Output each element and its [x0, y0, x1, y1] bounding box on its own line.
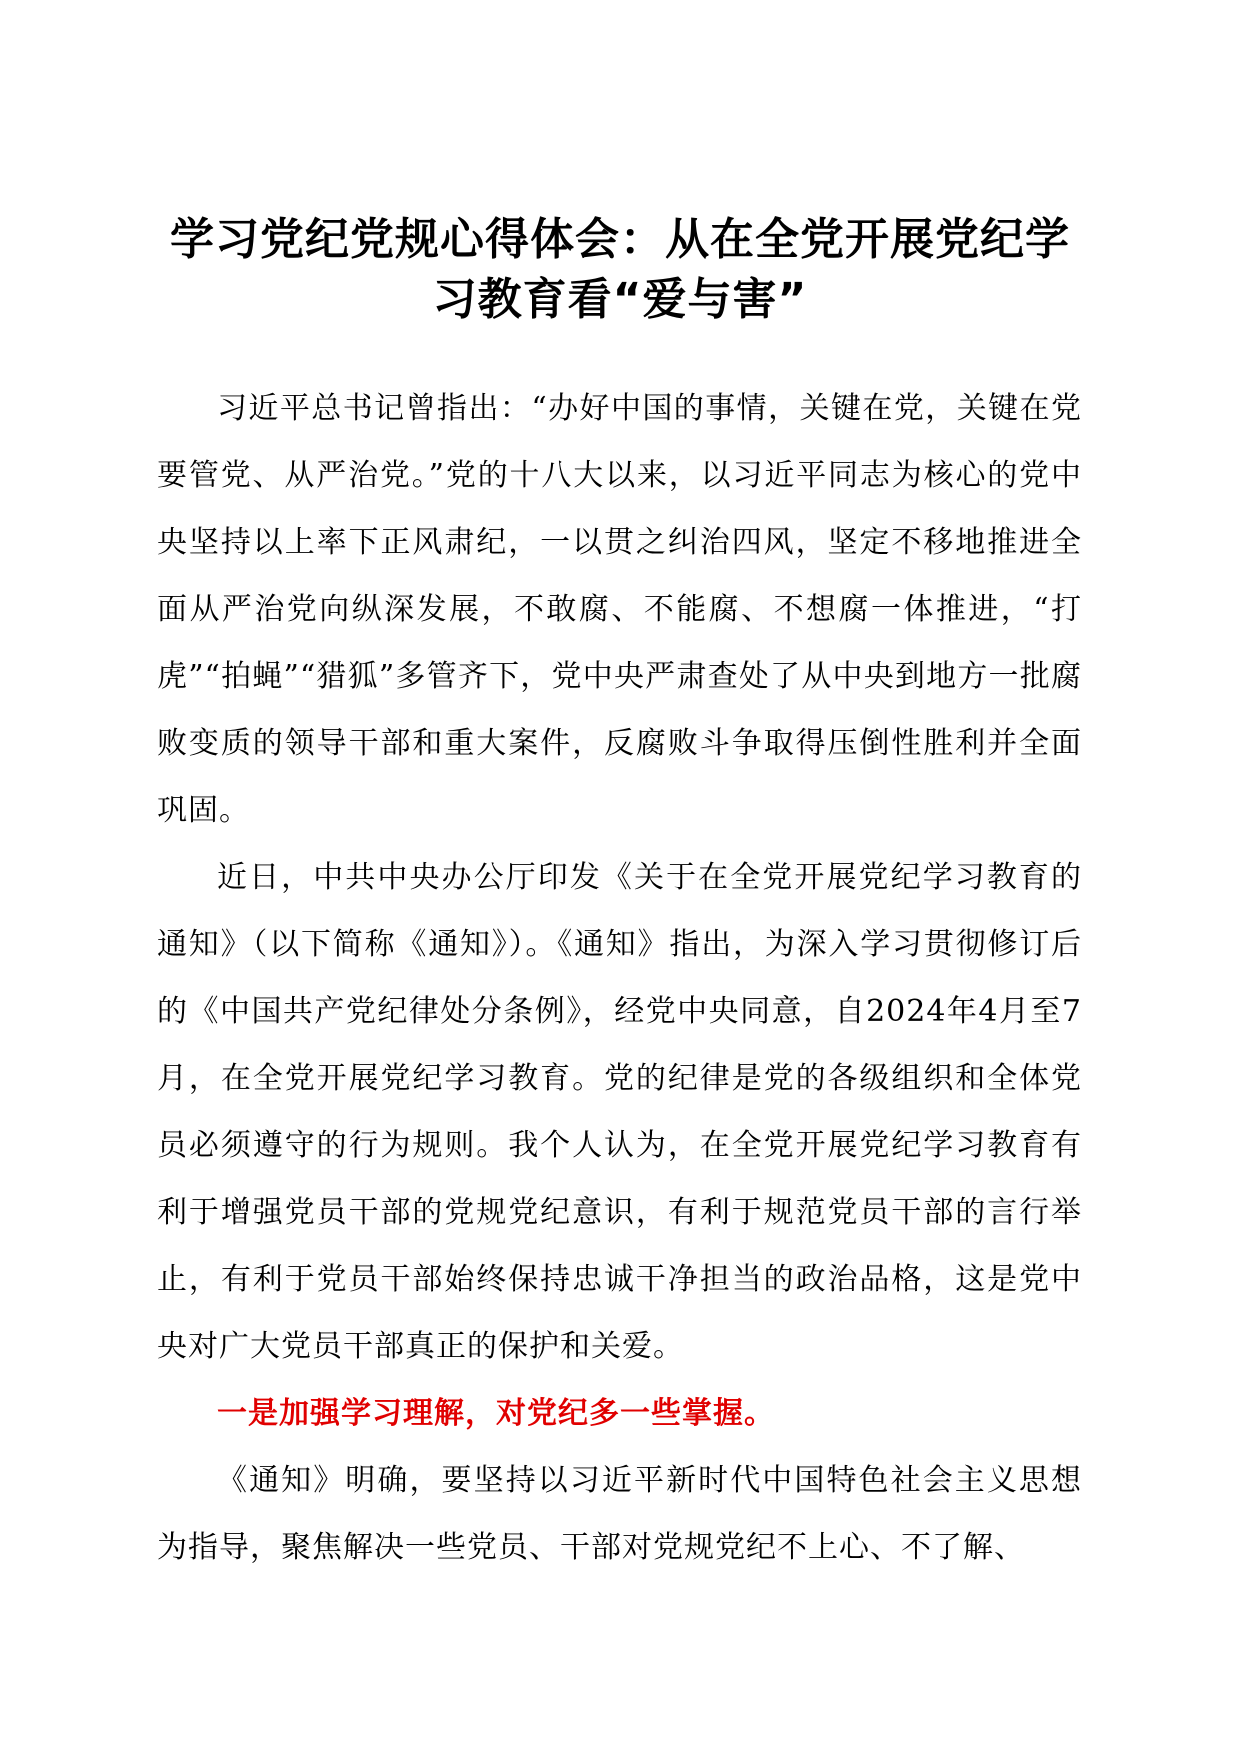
paragraph-3: 《通知》明确，要坚持以习近平新时代中国特色社会主义思想为指导，聚焦解决一些党员、干部对党规党纪不上心、不了解、: [157, 1463, 1082, 1565]
paragraph-2: 近日，中共中央办公厅印发《关于在全党开展党纪学习教育的通知》（以下简称《通知》）。《通知》指出，为深入学习贯彻修订后的《中国共产党纪律处分条例》，经党中央同意，自2024年4月至7月，在全党开展党纪学习教育。党的纪律是党的各级组织和全体党员必须遵守的行为规则。我个人认为，在全党开展党纪学习教育有利于增强党员干部的党规党纪意识，有利于规范党员干部的言行举止，有利于党员干部始终保持忠诚干净担当的政治品格，这是党中央对广大党员干部真正的保护和关爱。: [157, 860, 1082, 1364]
title-line-1: 学习党纪党规心得体会：从在全党开展党纪学: [170, 214, 1070, 265]
document-body: [157, 375, 1082, 1581]
title-line-2: 习教育看“爱与害”: [432, 274, 808, 325]
paragraph-1: 习近平总书记曾指出：“办好中国的事情，关键在党，关键在党要管党、从严治党。”党的十八大以来，以习近平同志为核心的党中央坚持以上率下正风肃纪，一以贯之纠治四风，坚定不移地推进全面从严治党向纵深发展，不敢腐、不能腐、不想腐一体推进，“打虎”“拍蝇”“猎狐”多管齐下，党中央严肃查处了从中央到地方一批腐败变质的领导干部和重大案件，反腐败斗争取得压倒性胜利并全面巩固。: [157, 391, 1082, 828]
document-title: [150, 210, 1090, 330]
section-heading: 一是加强学习理解，对党纪多一些掌握。: [217, 1396, 775, 1431]
